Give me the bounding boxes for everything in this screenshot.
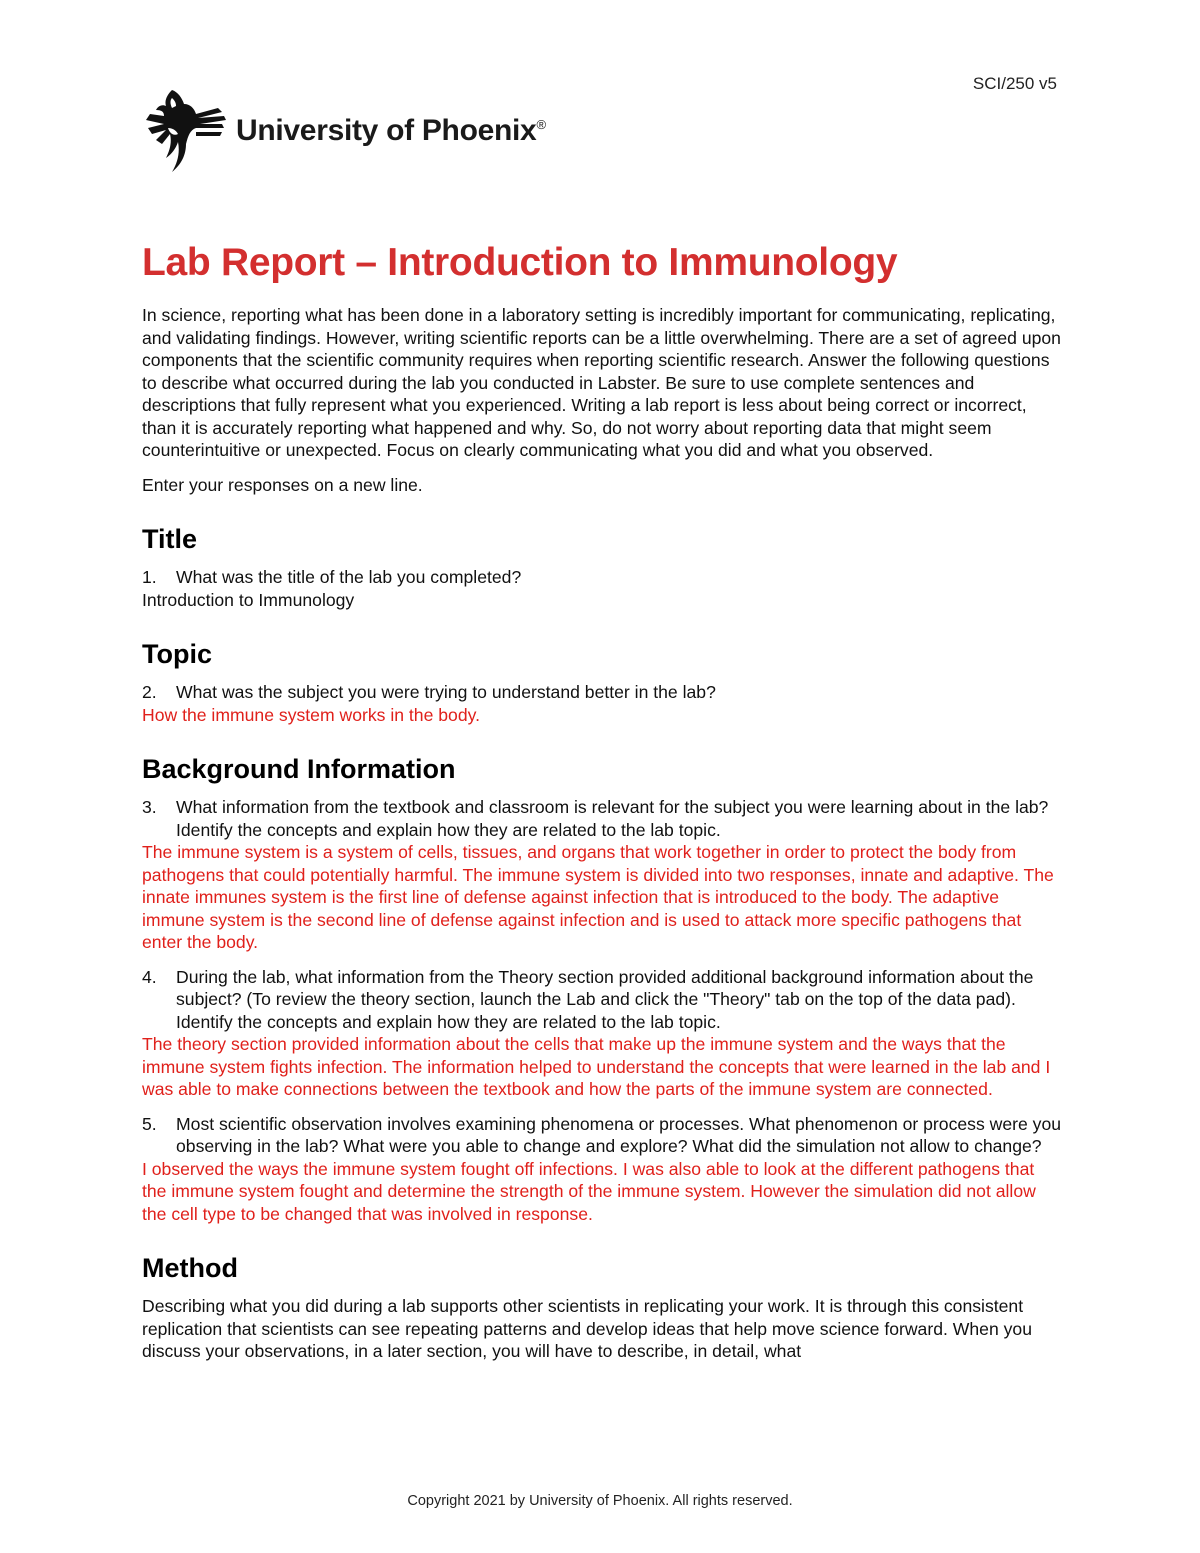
answer-3[interactable]: The immune system is a system of cells, tissues, and organs that work together in order to protect the body from pathogens that could potentially harmful. The immune system is divided into two responses, innate and adaptive. The innate immunes system is the first line of defense against infection that is introduced to the body. The adaptive immune system is the second line of defense against infection and is used to attack more specific pathogens that enter the body.	[142, 842, 1054, 952]
question-1	[142, 566, 1062, 589]
question-text: What information from the textbook and classroom is relevant for the subject you were learning about in the lab? Identify the concepts and explain how they are related to the lab topic.	[176, 797, 1049, 840]
answer-2[interactable]: How the immune system works in the body.	[142, 704, 480, 725]
course-code: SCI/250 v5	[972, 74, 1057, 93]
answer-1[interactable]: Introduction to Immunology	[142, 589, 355, 610]
page-title: Lab Report – Introduction to Immunology	[142, 241, 898, 284]
phoenix-bird-icon	[142, 84, 230, 178]
question-text: During the lab, what information from the Theory section provided additional background information about the subject? (To review the theory section, launch the Lab and click the "Theory" tab on the top of the data pad). Identify the concepts and explain how they are related to the lab topic.	[176, 966, 1034, 1032]
question-number: 4.	[142, 966, 157, 987]
spacer	[142, 954, 1062, 966]
intro-paragraph: In science, reporting what has been done in a laboratory setting is incredibly important for communicating, replicating, and validating findings. However, writing scientific reports can be a little overwhelming. There are a set of agreed upon components that the scientific community requires when reporting scientific research. Answer the following questions to describe what occurred during the lab you conducted in Labster. Be sure to use complete sentences and descriptions that fully represent what you experienced. Writing a lab report is less about being correct or incorrect, than it is accurately reporting what happened and why. So, do not worry about reporting data that might seem counterintuitive or unexpected. Focus on clearly communicating what you did and what you observed.	[142, 305, 1061, 460]
question-number: 2.	[142, 682, 157, 702]
question-text: What was the title of the lab you completed?	[176, 567, 522, 587]
registered-mark: ®	[536, 117, 546, 132]
section-heading-method: Method	[142, 1253, 238, 1283]
question-4	[142, 966, 1062, 1034]
section-heading-background: Background Information	[142, 754, 456, 784]
answer-4[interactable]: The theory section provided information about the cells that make up the immune system and the ways that the immune system fights infection. The information helped to understand the concepts that were learned in the lab and I was able to make connections between the textbook and how the parts of the immune system are connected.	[142, 1034, 1051, 1099]
spacer	[142, 1101, 1062, 1113]
question-3	[142, 796, 1062, 841]
logo-wordmark: University of Phoenix®	[236, 114, 546, 147]
question-5	[142, 1113, 1062, 1158]
answer-5[interactable]: I observed the ways the immune system fought off infections. I was also able to look at the different pathogens that the immune system fought and determine the strength of the immune system. However the simulation did not allow the cell type to be changed that was involved in response.	[142, 1158, 1036, 1224]
question-2	[142, 681, 1062, 704]
university-logo	[142, 84, 546, 178]
question-number: 5.	[142, 1113, 157, 1134]
question-text: Most scientific observation involves examining phenomena or processes. What phenomenon or process were you observing in the lab? What were you able to change and explore? What did the simulation not allow to change?	[176, 1113, 1062, 1156]
method-paragraph: Describing what you did during a lab supports other scientists in replicating your work. It is through this consistent replication that scientists can see repeating patterns and develop ideas that help move science forward. When you discuss your observations, in a later section, you will have to describe, in detail, what	[142, 1296, 1032, 1361]
instruction-text: Enter your responses on a new line.	[142, 474, 423, 495]
question-text: What was the subject you were trying to understand better in the lab?	[176, 682, 716, 702]
question-number: 1.	[142, 567, 157, 587]
question-number: 3.	[142, 797, 157, 817]
section-heading-topic: Topic	[142, 639, 212, 669]
report-content	[142, 238, 1062, 1363]
section-heading-title: Title	[142, 524, 198, 554]
copyright-footer: Copyright 2021 by University of Phoenix. All rights reserved.	[407, 1493, 793, 1509]
